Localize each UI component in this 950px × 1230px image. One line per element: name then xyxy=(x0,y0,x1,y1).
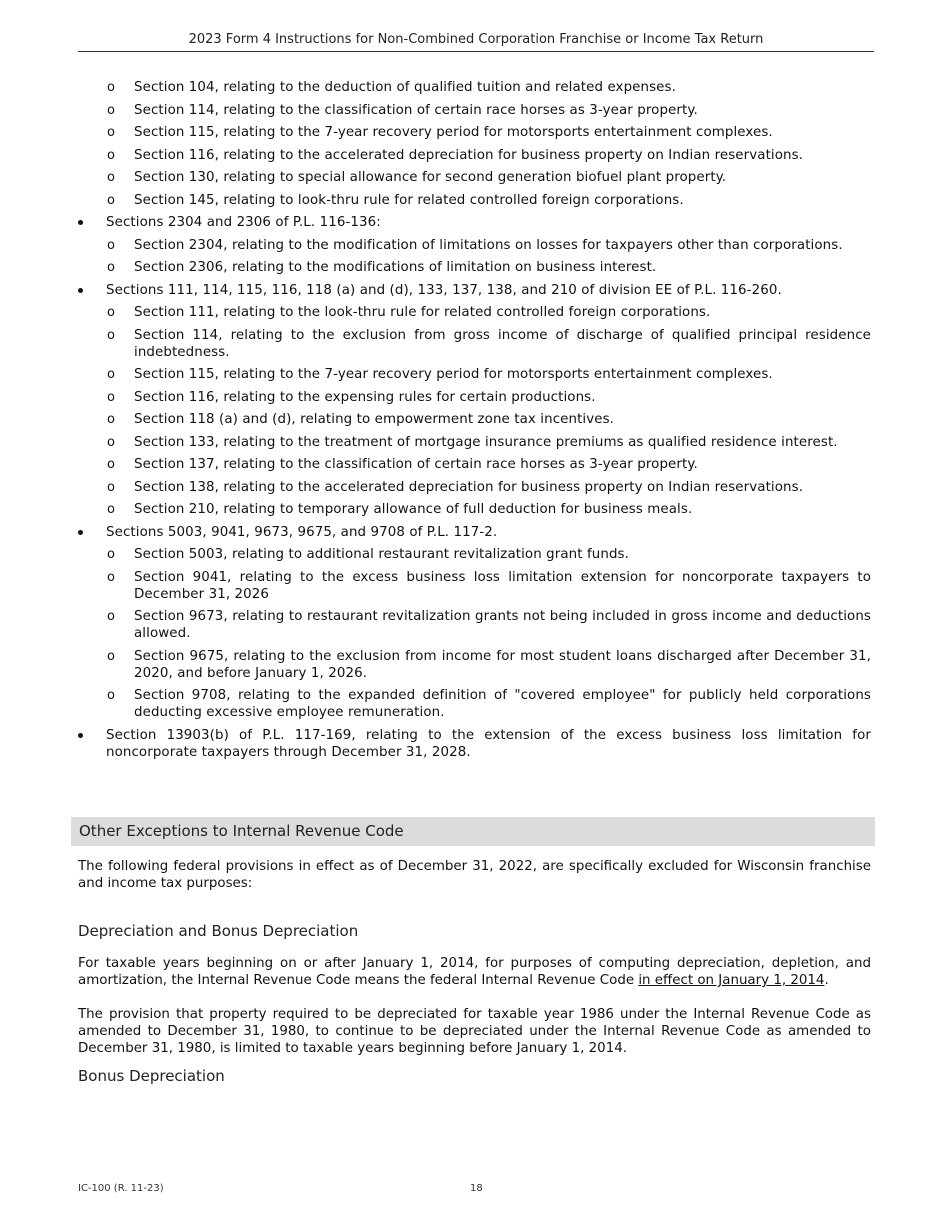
sublist-group1 xyxy=(78,237,871,277)
list-item: o Section 9041, relating to the excess business loss limitation extension for noncorporate taxpayers to December 31, 2026 xyxy=(107,569,871,602)
circle-bullet-icon: o xyxy=(107,170,116,185)
circle-bullet-icon: o xyxy=(107,547,116,562)
list-item: o Section 130, relating to special allowance for second generation biofuel plant property. xyxy=(107,170,727,185)
circle-bullet-icon: o xyxy=(107,237,116,253)
circle-bullet-icon: o xyxy=(107,457,116,472)
circle-bullet-icon: o xyxy=(107,609,116,624)
list-item: o Section 118 (a) and (d), relating to empowerment zone tax incentives. xyxy=(107,412,615,427)
list-item: o Section 114, relating to the classification of certain race horses as 3-year property. xyxy=(107,102,698,118)
bullet-icon xyxy=(78,288,83,293)
circle-bullet-icon: o xyxy=(107,102,116,118)
list-item: o Section 145, relating to look-thru rule for related controlled foreign corporations. xyxy=(107,192,684,208)
list-item: o Section 9673, relating to restaurant revitalization grants not being included in gross income and deductions allowed. xyxy=(107,609,871,641)
sublist-group2 xyxy=(78,304,871,518)
list-item: o Section 116, relating to the expensing rules for certain productions. xyxy=(107,389,596,405)
circle-bullet-icon: o xyxy=(107,412,116,427)
bullet-list xyxy=(78,214,871,761)
intro-paragraph: The following federal provisions in effect as of December 31, 2022, are specifically excluded for Wisconsin franchise and income tax purposes: xyxy=(78,859,871,891)
list-item: o Section 2306, relating to the modifications of limitation on business interest. xyxy=(107,260,657,275)
list-item: o Section 5003, relating to additional restaurant revitalization grant funds. xyxy=(107,547,629,562)
list-item: o Section 114, relating to the exclusion from gross income of discharge of qualified principal residence indebtedness. xyxy=(107,327,871,360)
section-header-bar xyxy=(71,817,875,846)
heading-bonus-depreciation: Bonus Depreciation xyxy=(78,1067,225,1085)
bullet-icon xyxy=(78,530,83,535)
list-item: o Section 104, relating to the deduction of qualified tuition and related expenses. xyxy=(107,80,676,95)
list-item-pl-117-169: Section 13903(b) of P.L. 117-169, relating to the extension of the excess business loss limitation for noncorporate taxpayers through December 31, 2028. xyxy=(78,727,871,761)
circle-bullet-icon: o xyxy=(107,434,116,450)
list-item: o Section 137, relating to the classification of certain race horses as 3-year property. xyxy=(107,457,698,472)
bullet-icon xyxy=(78,733,83,738)
list-item: o Section 138, relating to the accelerated depreciation for business property on Indian reservations. xyxy=(107,479,804,495)
circle-bullet-icon: o xyxy=(107,688,116,703)
section-title: Other Exceptions to Internal Revenue Code xyxy=(79,822,404,840)
bullet-icon xyxy=(78,220,83,225)
list-item: o Section 9708, relating to the expanded definition of "covered employee" for publicly held corporations deducting excessive employee remuneration. xyxy=(107,688,871,720)
circle-bullet-icon: o xyxy=(107,367,116,382)
circle-bullet-icon: o xyxy=(107,192,116,208)
circle-bullet-icon: o xyxy=(107,125,116,140)
underlined-date: in effect on January 1, 2014 xyxy=(638,973,825,988)
list-item: o Section 9675, relating to the exclusion from income for most student loans discharged after December 31, 2020, and before January 1, 2026. xyxy=(107,648,871,681)
circle-bullet-icon: o xyxy=(107,479,116,495)
circle-bullet-icon: o xyxy=(107,327,116,343)
circle-bullet-icon: o xyxy=(107,502,116,517)
sublist-group0 xyxy=(78,79,871,209)
page-header: 2023 Form 4 Instructions for Non-Combined Corporation Franchise or Income Tax Return xyxy=(78,32,874,52)
exceptions-list-continued xyxy=(78,79,871,766)
list-item-pl-116-260: Sections 111, 114, 115, 116, 118 (a) and (d), 133, 137, 138, and 210 of division EE of P.L. 116-260. o Section 111, relating to the look-thru rule for related controlled foreign corporations. o Section 114, relating to the exclusion from gross income of discharge of qualified principal residence indebtedness. o Section 115, relating to the 7-year recovery period for motorsports entertainment complexes. o Section 116, relating to the expensing rules for certain productions. o Section 118 (a) and (d), relating to empowerment zone tax incentives. o Section 133, relating to the treatment of mortgage insurance premiums as qualified residence interest. o Section 137, relating to the classification of certain race horses as 3-year property. o Section 138, relating to the accelerated depreciation for business property on Indian reservations. o Section 210, relating to temporary allowance of full deduction for business meals. xyxy=(78,282,871,519)
list-item-pl-117-2: Sections 5003, 9041, 9673, 9675, and 9708 of P.L. 117-2. o Section 5003, relating to additional restaurant revitalization grant funds. o Section 9041, relating to the excess business loss limitation extension for noncorporate taxpayers to December 31, 2026 o Section 9673, relating to restaurant revitalization grants not being included in gross income and deductions allowed. o Section 9675, relating to the exclusion from income for most student loans discharged after December 31, 2020, and before January 1, 2026. o Section 9708, relating to the expanded definition of "covered employee" for publicly held corporations deducting excessive employee remuneration. xyxy=(78,524,871,722)
circle-bullet-icon: o xyxy=(107,389,116,405)
list-item: o Section 2304, relating to the modification of limitations on losses for taxpayers other than corporations. xyxy=(107,237,843,253)
list-item: o Section 111, relating to the look-thru rule for related controlled foreign corporations. xyxy=(107,305,711,320)
paragraph-1986-property: The provision that property required to be depreciated for taxable year 1986 under the Internal Revenue Code as amended to December 31, 1980, to continue to be depreciated under the Internal Revenue Code as amended to December 31, 1980, is limited to taxable years beginning before January 1, 2014. xyxy=(78,1007,871,1056)
list-item: o Section 115, relating to the 7-year recovery period for motorsports entertainment complexes. xyxy=(107,367,773,382)
circle-bullet-icon: o xyxy=(107,569,116,585)
paragraph-depreciation: For taxable years beginning on or after January 1, 2014, for purposes of computing depreciation, depletion, and amortization, the Internal Revenue Code means the federal Internal Revenue Code in effect on January 1, 2014. xyxy=(78,956,871,988)
list-item: o Section 133, relating to the treatment of mortgage insurance premiums as qualified residence interest. xyxy=(107,434,838,450)
circle-bullet-icon: o xyxy=(107,648,116,664)
list-item: o Section 116, relating to the accelerated depreciation for business property on Indian reservations. xyxy=(107,147,804,163)
circle-bullet-icon: o xyxy=(107,147,116,163)
list-item: o Section 115, relating to the 7-year recovery period for motorsports entertainment complexes. xyxy=(107,125,773,140)
sublist-group3 xyxy=(78,546,871,721)
list-item-pl-116-136: Sections 2304 and 2306 of P.L. 116-136: o Section 2304, relating to the modification of limitations on losses for taxpayers other than corporations. o Section 2306, relating to the modifications of limitation on business interest. xyxy=(78,214,871,276)
circle-bullet-icon: o xyxy=(107,80,116,95)
footer-form-number: IC-100 (R. 11-23) xyxy=(78,1183,164,1194)
page-number: 18 xyxy=(470,1183,483,1194)
circle-bullet-icon: o xyxy=(107,260,116,275)
list-item: o Section 210, relating to temporary allowance of full deduction for business meals. xyxy=(107,502,693,517)
circle-bullet-icon: o xyxy=(107,305,116,320)
heading-depreciation: Depreciation and Bonus Depreciation xyxy=(78,922,359,940)
